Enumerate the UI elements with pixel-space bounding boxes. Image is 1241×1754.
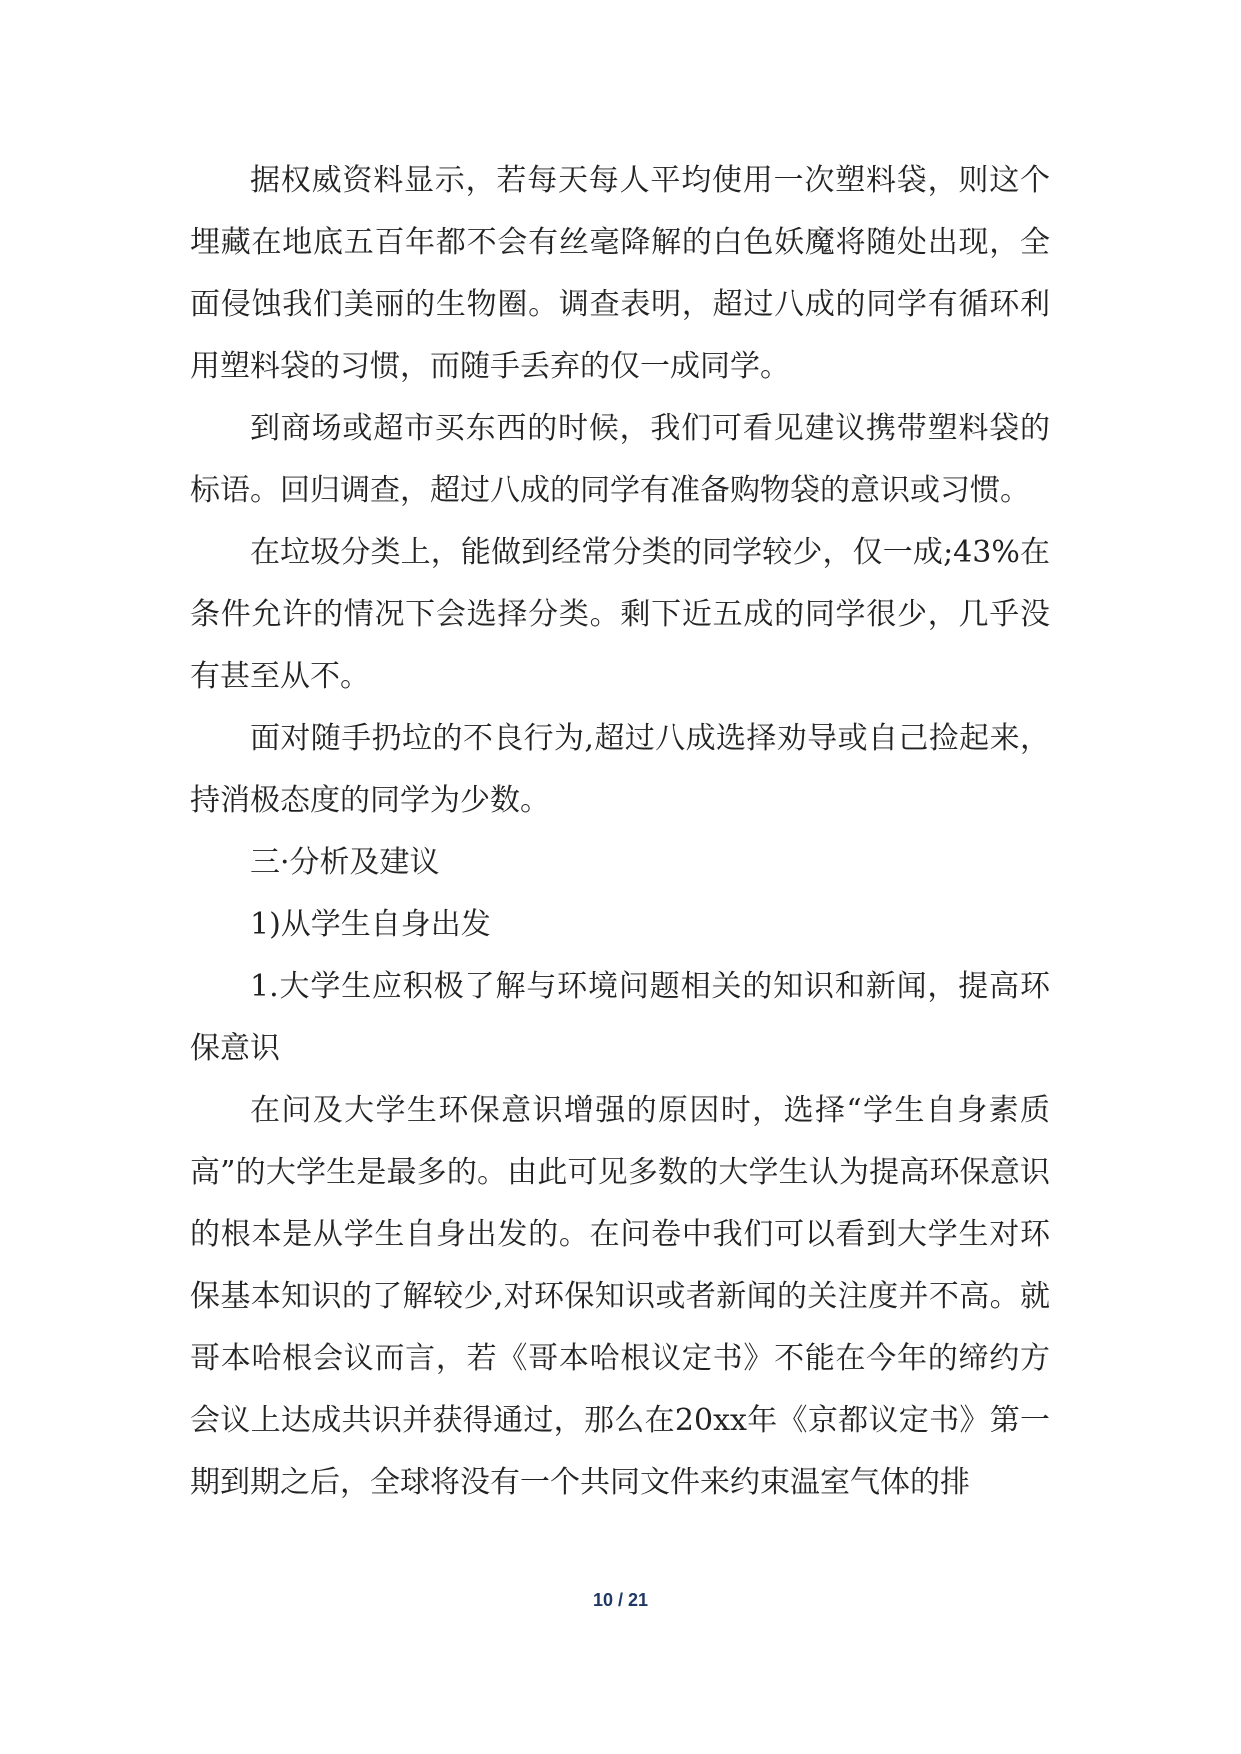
paragraph-shopping-bag: 到商场或超市买东西的时候，我们可看见建议携带塑料袋的标语。回归调查，超过八成的同学有准备购物袋的意识或习惯。: [190, 411, 1050, 508]
page-number: 10 / 21: [592, 1590, 649, 1610]
document-body: [190, 150, 1050, 1514]
paragraph-copenhagen: 在问及大学生环保意识增强的原因时，选择“学生自身素质高”的大学生是最多的。由此可见多数的大学生认为提高环保意识的根本是从学生自身出发的。在问卷中我们可以看到大学生对环保基本知识的了解较少,对环保知识或者新闻的关注度并不高。就哥本哈根会议而言，若《哥本哈根议定书》不能在今年的缔约方会议上达成共识并获得通过，那么在20xx年《京都议定书》第一期到期之后，全球将没有一个共同文件来约束温室气体的排: [190, 1093, 1050, 1500]
subsection-heading-students: 1)从学生自身出发: [250, 907, 491, 942]
paragraph-garbage-sorting: 在垃圾分类上，能做到经常分类的同学较少，仅一成;43%在条件允许的情况下会选择分类。剩下近五成的同学很少，几乎没有甚至从不。: [190, 535, 1050, 694]
paragraph-littering-behavior: 面对随手扔垃的不良行为,超过八成选择劝导或自己捡起来，持消极态度的同学为少数。: [190, 721, 1050, 818]
paragraph-plastic-bag-usage: 据权威资料显示，若每天每人平均使用一次塑料袋，则这个埋藏在地底五百年都不会有丝毫降解的白色妖魔将随处出现，全面侵蚀我们美丽的生物圈。调查表明，超过八成的同学有循环利用塑料袋的习惯，而随手丢弃的仅一成同学。: [190, 163, 1050, 384]
section-heading-analysis: 三·分析及建议: [250, 845, 440, 880]
list-item-awareness: 1.大学生应积极了解与环境问题相关的知识和新闻，提高环保意识: [190, 969, 1050, 1066]
